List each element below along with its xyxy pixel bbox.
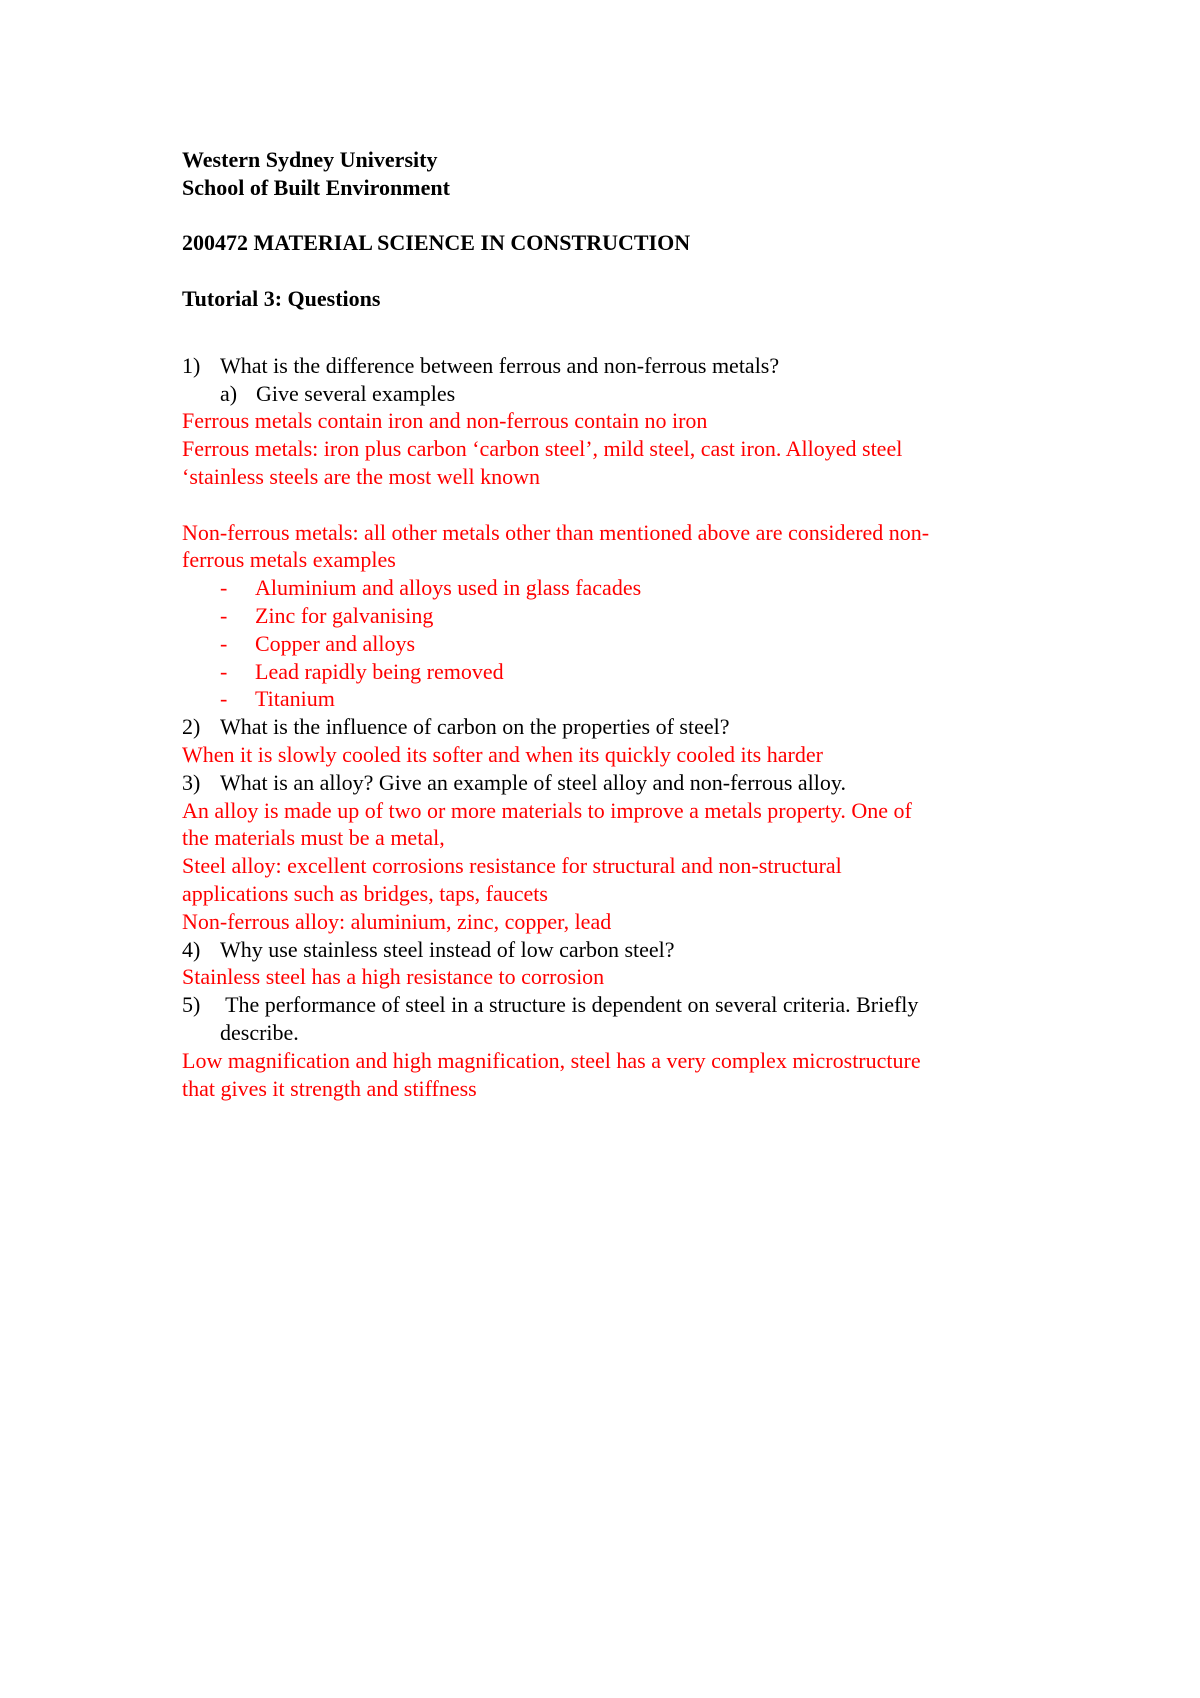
answer-line: Low magnification and high magnification, steel has a very complex microstructure — [182, 1047, 921, 1073]
question-text: The performance of steel in a structure is dependent on several criteria. Briefly — [220, 992, 919, 1018]
answer-line: Non-ferrous metals: all other metals other than mentioned above are considered non- — [182, 519, 930, 545]
answer-line: When it is slowly cooled its softer and when its quickly cooled its harder — [182, 741, 823, 767]
list-item-text: Titanium — [255, 686, 335, 712]
answer-line: applications such as bridges, taps, faucets — [182, 880, 548, 906]
answer-line: Ferrous metals: iron plus carbon ‘carbon steel’, mild steel, cast iron. Alloyed steel — [182, 436, 903, 462]
bullet-dash: - — [220, 658, 228, 684]
question-1a — [182, 380, 1042, 408]
list-item-text: Zinc for galvanising — [255, 602, 434, 628]
list-item — [182, 574, 1042, 602]
spacer — [182, 257, 1042, 285]
list-item-text: Lead rapidly being removed — [255, 658, 504, 684]
bullet-dash: - — [220, 630, 228, 656]
document-body — [182, 146, 1042, 1102]
bullet-dash: - — [220, 686, 228, 712]
spacer — [182, 202, 1042, 230]
question-number: 2) — [182, 714, 201, 740]
school-name: School of Built Environment — [182, 174, 450, 200]
list-item — [182, 658, 1042, 686]
answer-line: Steel alloy: excellent corrosions resistance for structural and non-structural — [182, 853, 842, 879]
list-item-text: Aluminium and alloys used in glass facades — [255, 575, 642, 601]
question-number: 4) — [182, 936, 201, 962]
list-item — [182, 685, 1042, 713]
course-title: 200472 MATERIAL SCIENCE IN CONSTRUCTION — [182, 230, 691, 256]
question-5 — [182, 991, 1042, 1019]
spacer — [182, 491, 1042, 519]
tutorial-title: Tutorial 3: Questions — [182, 285, 381, 311]
question-text: What is an alloy? Give an example of steel alloy and non-ferrous alloy. — [220, 769, 846, 795]
bullet-dash: - — [220, 602, 228, 628]
answer-line: Non-ferrous alloy: aluminium, zinc, copper, lead — [182, 908, 612, 934]
answer-line: ‘stainless steels are the most well known — [182, 463, 541, 489]
list-item — [182, 630, 1042, 658]
answer-line: that gives it strength and stiffness — [182, 1075, 477, 1101]
question-3 — [182, 769, 1042, 797]
question-4 — [182, 936, 1042, 964]
bullet-dash: - — [220, 575, 228, 601]
question-number: 3) — [182, 769, 201, 795]
list-item-text: Copper and alloys — [255, 630, 416, 656]
question-2 — [182, 713, 1042, 741]
question-text-continued: describe. — [220, 1019, 299, 1045]
question-number: 1) — [182, 352, 201, 378]
subquestion-text: Give several examples — [256, 380, 456, 406]
answer-line: An alloy is made up of two or more materials to improve a metals property. One of — [182, 797, 912, 823]
question-1 — [182, 352, 1042, 380]
answer-line: ferrous metals examples — [182, 547, 396, 573]
university-name: Western Sydney University — [182, 147, 438, 172]
answer-line: Stainless steel has a high resistance to corrosion — [182, 964, 605, 990]
list-item — [182, 602, 1042, 630]
question-text: What is the difference between ferrous and non-ferrous metals? — [220, 352, 780, 378]
question-text: Why use stainless steel instead of low carbon steel? — [220, 936, 675, 962]
question-text: What is the influence of carbon on the properties of steel? — [220, 714, 730, 740]
subquestion-number: a) — [220, 380, 238, 406]
question-number: 5) — [182, 992, 201, 1018]
answer-line: the materials must be a metal, — [182, 825, 445, 851]
answer-line: Ferrous metals contain iron and non-ferrous contain no iron — [182, 408, 708, 434]
spacer — [182, 313, 1042, 352]
